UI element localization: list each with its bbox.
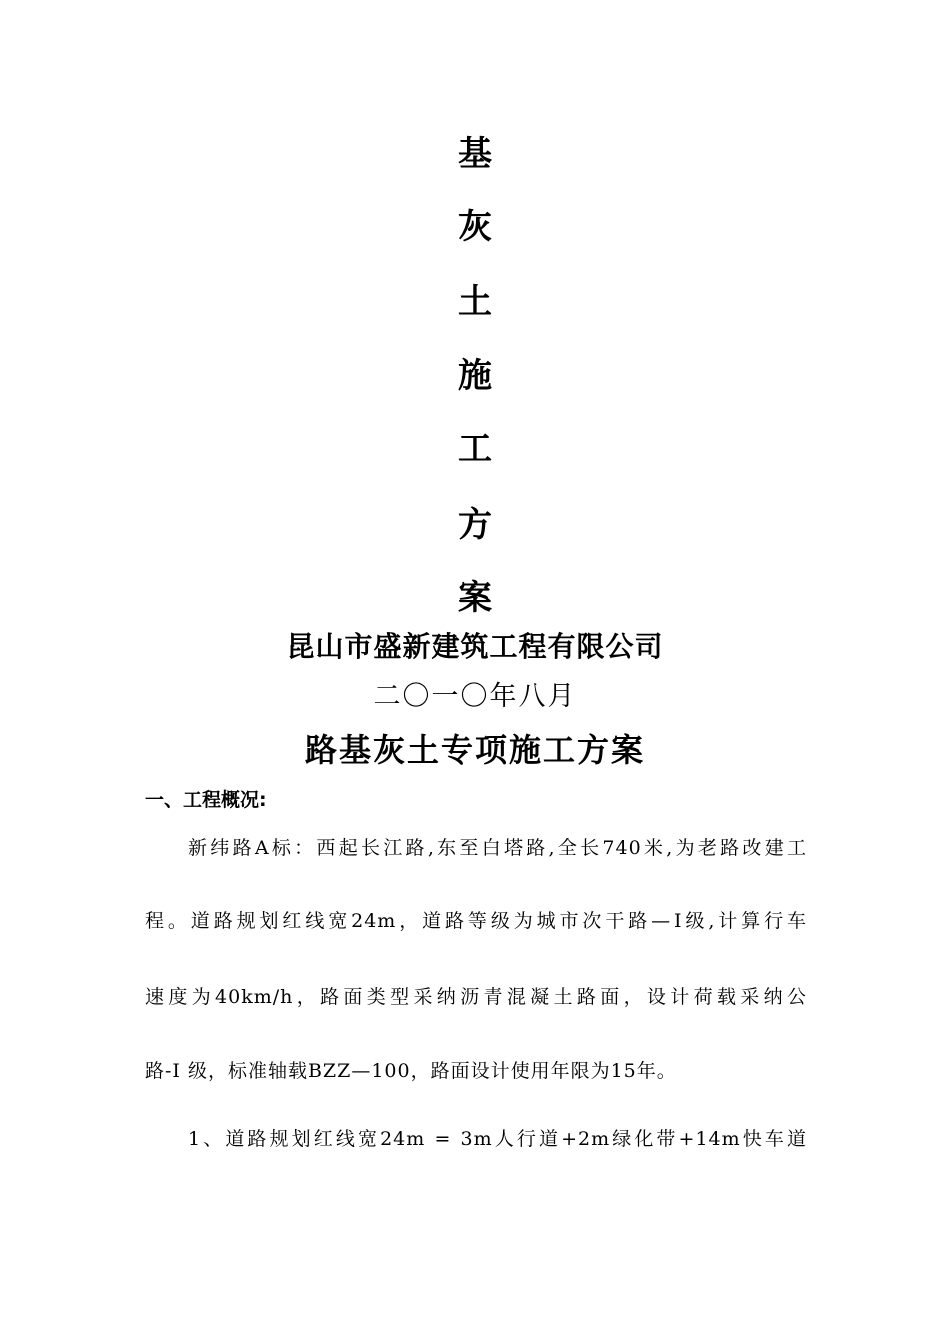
section-heading: 一、工程概况: [145,789,267,811]
paragraph-line: 新纬路A标：西起长江路,东至白塔路,全长740米,为老路改建工 [188,837,807,859]
cover-title-char-1: 基 [458,134,492,174]
cover-title-char-2: 灰 [458,207,492,247]
cover-title-char-6: 方 [458,505,492,545]
cover-date: 二〇一〇年八月 [373,681,577,712]
cover-title-char-3: 土 [458,282,492,322]
cover-title-char-5: 工 [458,429,492,469]
paragraph-line: 路-Ⅰ 级，标准轴载BZZ—100，路面设计使用年限为15年。 [145,1060,677,1082]
cover-title-char-7: 案 [458,578,492,618]
cover-title-char-4: 施 [458,356,492,396]
paragraph-line: 程。道路规划红线宽24m，道路等级为城市次干路—Ⅰ级,计算行车 [145,910,807,932]
company-name: 昆山市盛新建筑工程有限公司 [286,630,664,663]
list-item: 1、道路规划红线宽24m = 3m人行道+2m绿化带+14m快车道 [188,1128,807,1150]
document-title: 路基灰土专项施工方案 [304,731,645,769]
paragraph-line: 速度为40km/h，路面类型采纳沥青混凝土路面，设计荷载采纳公 [145,986,807,1008]
